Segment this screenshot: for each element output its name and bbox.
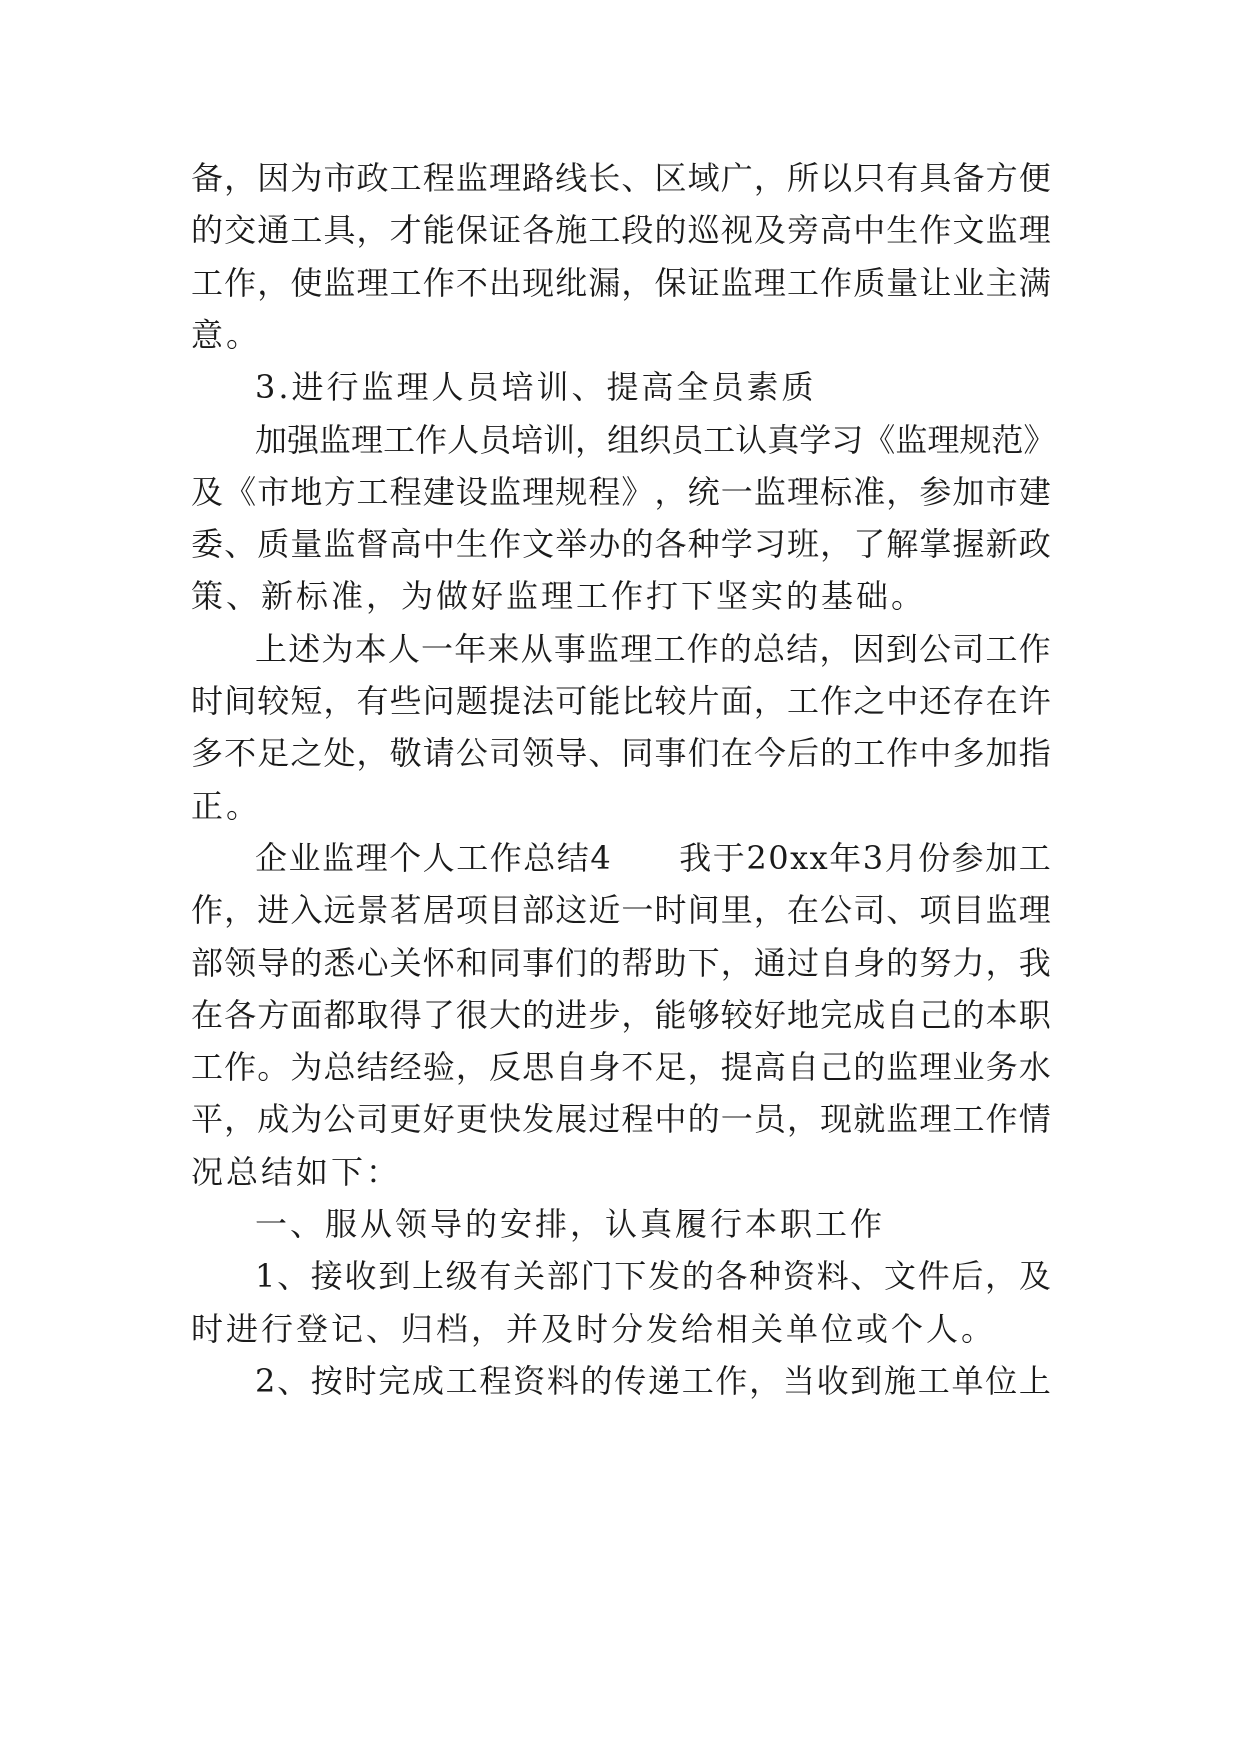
line-text: 1 、 接 收 到 上 级 有 关 部 门 下 发 的 各 种 资 料 、 文 件 后 ， 及: [255, 1257, 1051, 1296]
text-line: [191, 776, 261, 836]
line-text: 正。: [191, 786, 262, 825]
line-text: 2 、 按 时 完 成 工 程 资 料 的 传 递 工 作 ， 当 收 到 施 工 单 位 上: [255, 1361, 1051, 1400]
text-line: [191, 148, 1051, 208]
line-text: 部 领 导 的 悉 心 关 怀 和 同 事 们 的 帮 助 下 ， 通 过 自 身 的 努 力 ， 我: [191, 943, 1051, 982]
text-line: [191, 462, 1051, 522]
text-line: [191, 253, 1051, 313]
text-line: [255, 1246, 1051, 1306]
line-text: 的 交 通 工 具 ， 才 能 保 证 各 施 工 段 的 巡 视 及 旁 高 中 生 作 文 监 理: [191, 211, 1051, 250]
text-line: [191, 305, 261, 365]
text-line: [255, 357, 817, 417]
line-text: 上 述 为 本 人 一 年 来 从 事 监 理 工 作 的 总 结 ， 因 到 公 司 工 作: [255, 629, 1051, 668]
line-text: 策、新标准，为做好监理工作打下坚实的基础。: [191, 577, 927, 616]
text-line: [191, 933, 1051, 993]
text-line: [255, 410, 1056, 470]
text-line: [191, 671, 1051, 731]
text-line: [191, 1299, 996, 1359]
text-line: [191, 200, 1051, 260]
line-text: 加 强 监 理 工 作 人 员 培 训 ， 组 织 员 工 认 真 学 习 《 监 理 规 范 》: [255, 420, 1056, 459]
line-text: 时进行登记、归档，并及时分发给相关单位或个人。: [191, 1309, 997, 1348]
text-line: [191, 1037, 1051, 1097]
line-text: 备 ， 因 为 市 政 工 程 监 理 路 线 长 、 区 域 广 ， 所 以 只 有 具 备 方 便: [191, 159, 1051, 197]
line-text: 工 作 ， 使 监 理 工 作 不 出 现 纰 漏 ， 保 证 监 理 工 作 质 量 让 业 主 满: [191, 263, 1051, 302]
line-text: 意。: [191, 315, 262, 354]
text-line: [255, 1351, 1051, 1411]
line-text: 时 间 较 短 ， 有 些 问 题 提 法 可 能 比 较 片 面 ， 工 作 之 中 还 存 在 许: [191, 682, 1051, 720]
text-line: [255, 828, 1051, 888]
text-line: [255, 619, 1051, 679]
line-text: 在 各 方 面 都 取 得 了 很 大 的 进 步 ， 能 够 较 好 地 完 成 自 己 的 本 职: [191, 995, 1051, 1034]
text-line: [191, 1142, 401, 1202]
line-text: 委 、 质 量 监 督 高 中 生 作 文 举 办 的 各 种 学 习 班 ， 了 解 掌 握 新 政: [191, 525, 1051, 564]
text-line: [191, 514, 1051, 574]
text-line: [191, 723, 1051, 783]
line-text: 3.进行监理人员培训、提高全员素质: [255, 368, 817, 407]
text-line: [191, 985, 1051, 1045]
line-text: 一、服从领导的安排，认真履行本职工作: [255, 1205, 886, 1243]
line-text: 多 不 足 之 处 ， 敬 请 公 司 领 导 、 同 事 们 在 今 后 的 工 作 中 多 加 指: [191, 734, 1051, 773]
line-text: 及 《 市 地 方 工 程 建 设 监 理 规 程 》 ， 统 一 监 理 标 准 ， 参 加 市 建: [191, 472, 1051, 511]
line-text: 工 作 。 为 总 结 经 验 ， 反 思 自 身 不 足 ， 提 高 自 己 的 监 理 业 务 水: [191, 1048, 1051, 1087]
line-text: 况总结如下：: [191, 1152, 402, 1191]
text-line: [255, 1194, 885, 1254]
line-text: 作 ， 进 入 远 景 茗 居 项 目 部 这 近 一 时 间 里 ， 在 公 司 、 项 目 监 理: [191, 891, 1051, 930]
text-line: [191, 880, 1051, 940]
line-text: 企 业 监 理 个 人 工 作 总 结 4 我 于 2 0 x x 年 3 月 份 参 加 工: [255, 838, 1051, 877]
text-line: [191, 1089, 1051, 1149]
text-line: [191, 566, 926, 626]
line-text: 平 ， 成 为 公 司 更 好 更 快 发 展 过 程 中 的 一 员 ， 现 就 监 理 工 作 情: [191, 1100, 1051, 1139]
